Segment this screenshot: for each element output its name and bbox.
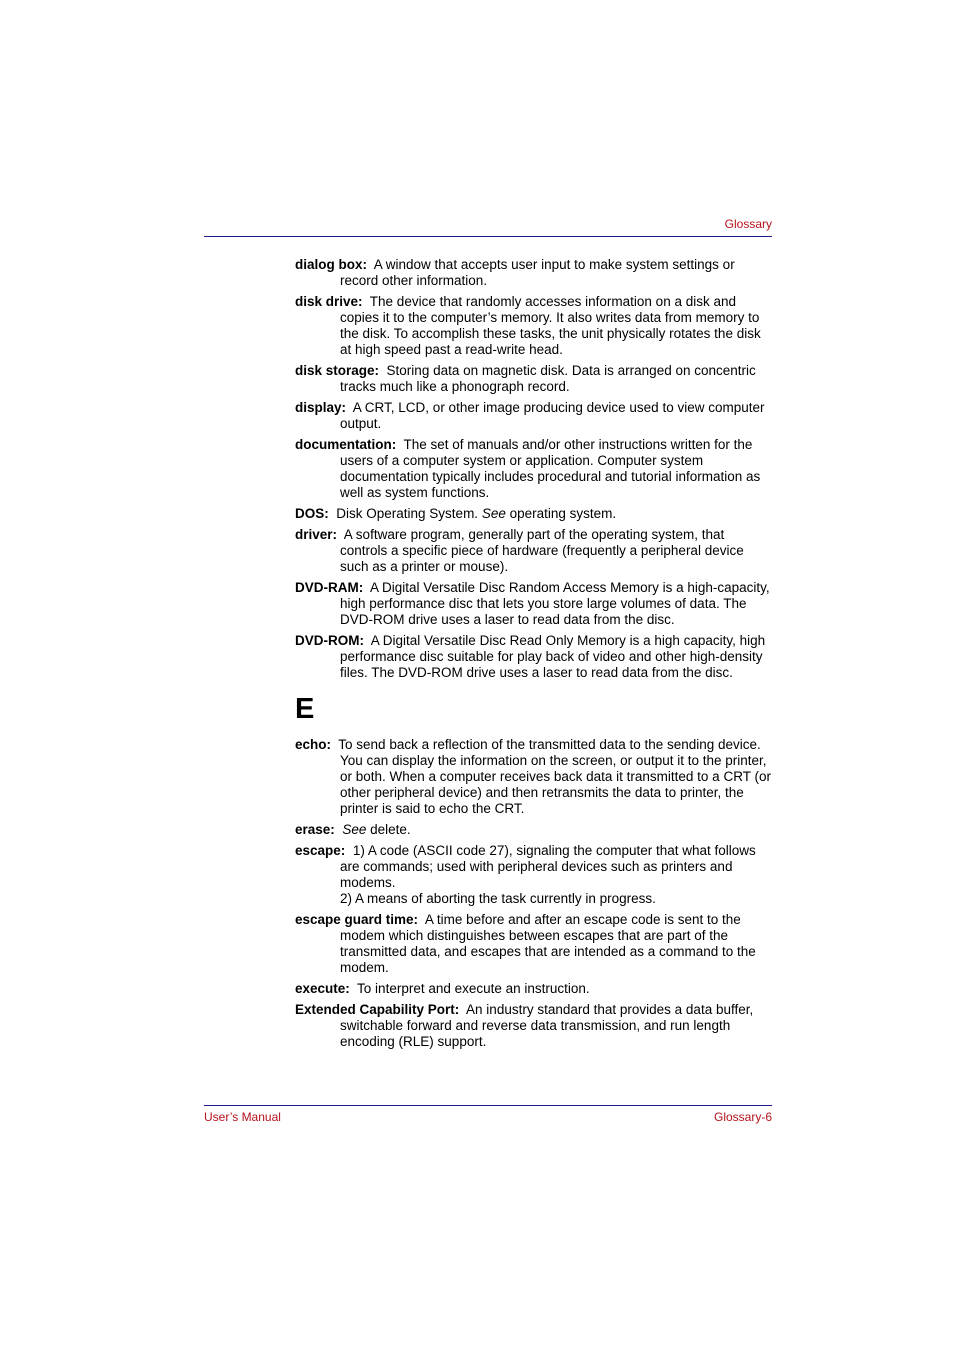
entry-term: escape:: [295, 843, 346, 858]
entry-definition: Disk Operating System.: [336, 506, 479, 521]
entry-term: disk drive:: [295, 294, 363, 309]
glossary-entry-echo: [295, 737, 771, 817]
entry-definition: A CRT, LCD, or other image producing device used to view computer output.: [340, 400, 765, 431]
entry-term: Extended Capability Port:: [295, 1002, 460, 1017]
glossary-entry-erase: [295, 822, 771, 838]
entry-term: DOS:: [295, 506, 329, 521]
glossary-entry-dvd-rom: [295, 633, 771, 681]
entry-definition: Storing data on magnetic disk. Data is arranged on concentric tracks much like a phonograph record.: [340, 363, 756, 394]
glossary-entry-execute: [295, 981, 771, 997]
entry-term: DVD-ROM:: [295, 633, 364, 648]
entry-definition-tail: delete.: [370, 822, 411, 837]
entry-definition: To interpret and execute an instruction.: [357, 981, 590, 996]
entry-term: escape guard time:: [295, 912, 419, 927]
glossary-entry-disk-drive: [295, 294, 771, 358]
entry-term: dialog box:: [295, 257, 367, 272]
entry-term: driver:: [295, 527, 338, 542]
entry-definition: A Digital Versatile Disc Random Access Memory is a high-capacity, high performance disc that lets you store large volumes of data. The DVD-ROM drive uses a laser to read data from the disc.: [340, 580, 770, 627]
glossary-entry-escape: [295, 843, 771, 907]
header-rule: [204, 236, 772, 237]
entry-definition: An industry standard that provides a data buffer, switchable forward and reverse data transmission, and run length encoding (RLE) support.: [340, 1002, 754, 1049]
entry-term: documentation:: [295, 437, 397, 452]
glossary-entry-documentation: [295, 437, 771, 501]
entry-definition-second: 2) A means of aborting the task currently in progress.: [340, 891, 656, 906]
see-reference: See: [481, 506, 506, 521]
entry-definition: A software program, generally part of the operating system, that controls a specific piece of hardware (frequently a peripheral device such as a printer or mouse).: [340, 527, 744, 574]
footer-page-number: Glossary-6: [713, 1110, 772, 1124]
footer-rule: [204, 1105, 772, 1106]
entry-term: disk storage:: [295, 363, 380, 378]
entry-definition: A window that accepts user input to make system settings or record other information.: [340, 257, 735, 288]
entry-definition: A Digital Versatile Disc Read Only Memory is a high capacity, high performance disc suitable for play back of video and other high-density files. The DVD-ROM drive uses a laser to read data from the disc.: [340, 633, 766, 680]
entry-definition: The set of manuals and/or other instructions written for the users of a computer system or application. Computer system documentation typically includes procedural and tutorial information as well as system functions.: [340, 437, 761, 500]
entry-term: DVD-RAM:: [295, 580, 364, 595]
glossary-entry-disk-storage: [295, 363, 771, 395]
glossary-entry-escape-guard-time: [295, 912, 771, 976]
entry-term: execute:: [295, 981, 350, 996]
entry-definition: 1) A code (ASCII code 27), signaling the computer that what follows are commands; used with peripheral devices such as printers and modems.: [340, 843, 756, 890]
entry-definition: To send back a reflection of the transmitted data to the sending device. You can display the information on the screen, or output it to the printer, or both. When a computer receives back data it transmitted to a CRT (or other peripheral device) and then retransmits the data to printer, the printer is said to echo the CRT.: [338, 737, 771, 816]
glossary-entry-dialog-box: [295, 257, 771, 289]
glossary-entry-extended-capability-port: [295, 1002, 771, 1050]
glossary-entry-dos: [295, 506, 771, 522]
entry-definition: The device that randomly accesses information on a disk and copies it to the computer’s memory. It also writes data from memory to the disk. To accomplish these tasks, the unit physically rotates the disk at high speed past a read-write head.: [340, 294, 761, 357]
entry-definition: A time before and after an escape code is sent to the modem which distinguishes between escapes that are part of the transmitted data, and escapes that are intended as a command to the modem.: [340, 912, 756, 975]
entry-definition-tail: operating system.: [509, 506, 617, 521]
glossary-content: [295, 257, 771, 1055]
entry-term: erase:: [295, 822, 335, 837]
glossary-entry-display: [295, 400, 771, 432]
footer-manual-title: User’s Manual: [204, 1110, 281, 1124]
glossary-entry-dvd-ram: [295, 580, 771, 628]
see-reference: See: [342, 822, 367, 837]
entry-term: display:: [295, 400, 347, 415]
entry-term: echo:: [295, 737, 332, 752]
glossary-entry-driver: [295, 527, 771, 575]
running-header: Glossary: [724, 217, 772, 231]
section-heading: E: [295, 693, 315, 725]
